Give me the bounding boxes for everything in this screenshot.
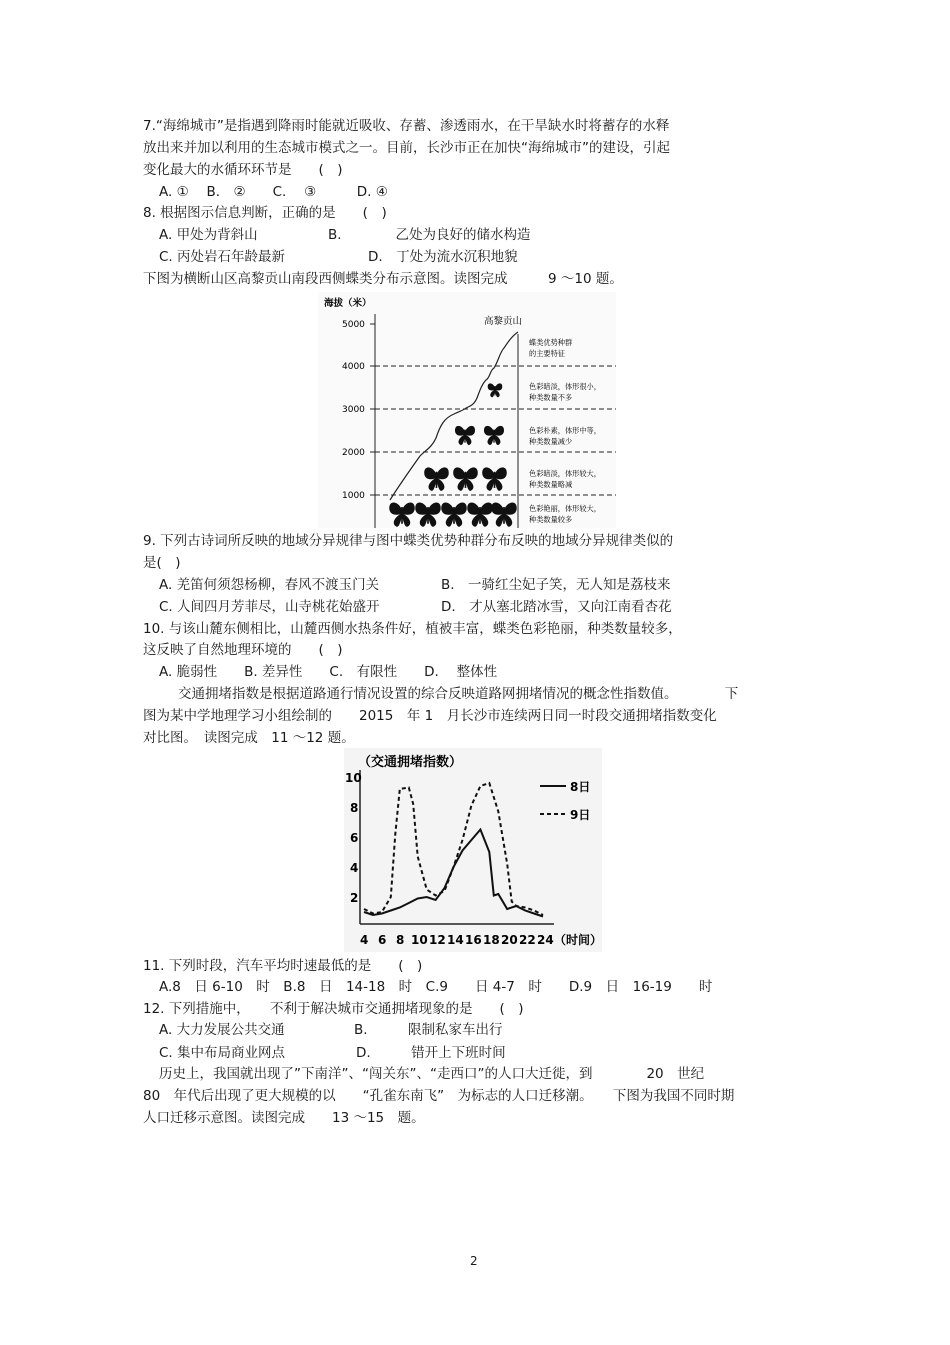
legend-9th: 9日 xyxy=(570,808,591,822)
legend-8th: 8日 xyxy=(570,780,591,794)
butterfly-icons-zone-3 xyxy=(424,467,507,490)
xtick-14: 14 xyxy=(447,933,464,947)
q9-option-c: C. 人间四月芳菲尽，山寺桃花始盛开 xyxy=(159,599,380,615)
q10-stem-line1: 10. 与该山麓东侧相比，山麓西侧水热条件好，植被丰富，蝶类色彩艳丽，种类数量较多， xyxy=(143,621,682,637)
intro-13-15-line3: 人口迁移示意图。读图完成 13 ～15 题。 xyxy=(143,1110,425,1126)
intro-13-15-line1: 历史上，我国就出现了”下南洋”、“闯关东”、“走西口”的人口大迁徙，到 20 世纪 xyxy=(159,1066,705,1082)
butterfly-icons-zone-1 xyxy=(488,383,503,397)
zone-2-desc-line2: 种类数量减少 xyxy=(529,437,573,446)
q7-stem-line1: 7.“海绵城市”是指遇到降雨时能就近吸收、存蓄、渗透雨水，在干旱缺水时将蓄存的水释 xyxy=(143,118,670,134)
intro-9-10: 下图为横断山区高黎贡山南段西侧蝶类分布示意图。读图完成 9 ～10 题。 xyxy=(143,271,623,287)
legend-title-line1: 蝶类优势种群 xyxy=(529,338,573,347)
tick-2000: 2000 xyxy=(342,448,365,458)
q12-stem: 12. 下列措施中， 不利于解决城市交通拥堵现象的是 ( ) xyxy=(143,1001,524,1017)
series-line-9th xyxy=(364,783,543,915)
zone-4-desc-line1: 色彩艳丽，体形较大， xyxy=(529,504,601,513)
xtick-12: 12 xyxy=(429,933,446,947)
ytick-6: 6 xyxy=(350,831,359,845)
zone-4-desc-line2: 种类数量较多 xyxy=(529,515,573,524)
q9-stem-line1: 9. 下列古诗词所反映的地域分异规律与图中蝶类优势种群分布反映的地域分异规律类似的 xyxy=(143,533,674,549)
q7-options: A. ① B. ② C. ③ D. ④ xyxy=(159,184,388,200)
zone-1-desc-line2: 种类数量不多 xyxy=(529,393,573,402)
series-line-8th xyxy=(364,830,543,917)
xtick-24: 24 xyxy=(537,933,554,947)
q10-stem-line2: 这反映了自然地理环境的 ( ) xyxy=(143,642,343,658)
q9-option-b: B. 一骑红尘妃子笑，无人知是荔枝来 xyxy=(441,577,671,593)
q12-option-d: D. 错开上下班时间 xyxy=(356,1045,506,1061)
q11-options: A.8 日 6-10 时 B.8 日 14-18 时 C.9 日 4-7 时 D.9 日 16-19 时 xyxy=(159,979,713,995)
tick-3000: 3000 xyxy=(342,405,365,415)
intro-11-12-line1: 交通拥堵指数是根据道路通行情况设置的综合反映道路网拥堵情况的概念性指数值。 下 xyxy=(178,686,739,702)
tick-5000: 5000 xyxy=(342,320,365,330)
butterfly-icons-zone-4 xyxy=(389,502,516,526)
x-axis-unit: （时间） xyxy=(554,933,602,947)
intro-11-12-line3: 对比图。 读图完成 11 ～12 题。 xyxy=(143,730,355,746)
butterfly-icons-zone-2 xyxy=(455,426,504,445)
ytick-4: 4 xyxy=(350,861,359,875)
intro-13-15-line2: 80 年代后出现了更大规模的以 “孔雀东南飞” 为标志的人口迁移潮。 下图为我国不同时期 xyxy=(143,1088,735,1104)
xtick-22: 22 xyxy=(519,933,536,947)
q9-stem-line2: 是( ) xyxy=(143,555,181,571)
q7-stem-line2: 放出来并加以利用的生态城市模式之一。目前，长沙市正在加快“海绵城市”的建设，引起 xyxy=(143,140,670,156)
xtick-6: 6 xyxy=(378,933,387,947)
ytick-8: 8 xyxy=(350,801,359,815)
legend-title-line2: 的主要特征 xyxy=(529,349,565,358)
q12-option-c: C. 集中布局商业网点 xyxy=(159,1045,286,1061)
q10-options: A. 脆弱性 B. 差异性 C. 有限性 D. 整体性 xyxy=(159,664,498,680)
xtick-16: 16 xyxy=(465,933,482,947)
tick-4000: 4000 xyxy=(342,362,365,372)
q8-option-d: D. 丁处为流水沉积地貌 xyxy=(368,249,518,265)
xtick-20: 20 xyxy=(501,933,518,947)
traffic-index-chart xyxy=(344,748,602,952)
q9-option-a: A. 羌笛何须怨杨柳，春风不渡玉门关 xyxy=(159,577,380,593)
xtick-8: 8 xyxy=(396,933,405,947)
intro-11-12-line2: 图为某中学地理学习小组绘制的 2015 年 1 月长沙市连续两日同一时段交通拥堵指数变化 xyxy=(143,708,717,724)
q8-option-b: B. 乙处为良好的储水构造 xyxy=(328,227,531,243)
chart-title: （交通拥堵指数） xyxy=(358,755,463,770)
q8-option-a: A. 甲处为背斜山 xyxy=(159,227,258,243)
q7-stem-line3: 变化最大的水循环环节是 ( ) xyxy=(143,162,343,178)
xtick-18: 18 xyxy=(483,933,500,947)
tick-1000: 1000 xyxy=(342,491,365,501)
butterfly-distribution-figure xyxy=(318,292,616,528)
ytick-10: 10 xyxy=(345,771,362,785)
q12-option-a: A. 大力发展公共交通 xyxy=(159,1022,285,1038)
xtick-10: 10 xyxy=(411,933,428,947)
zone-1-desc-line1: 色彩暗淡，体形很小， xyxy=(529,382,601,391)
page-number: 2 xyxy=(470,1254,478,1268)
xtick-4: 4 xyxy=(360,933,369,947)
zone-2-desc-line1: 色彩朴素，体形中等， xyxy=(529,426,601,435)
zone-3-desc-line2: 种类数量略减 xyxy=(529,480,573,489)
zone-3-desc-line1: 色彩暗淡，体形较大， xyxy=(529,469,601,478)
altitude-axis-label: 海拔（米） xyxy=(324,298,372,309)
q8-stem: 8. 根据图示信息判断，正确的是 ( ) xyxy=(143,205,387,221)
mountain-name: 高黎贡山 xyxy=(484,316,523,327)
q9-option-d: D. 才从塞北踏冰雪，又向江南看杏花 xyxy=(441,599,672,615)
ytick-2: 2 xyxy=(350,891,359,905)
q8-option-c: C. 丙处岩石年龄最新 xyxy=(159,249,286,265)
q11-stem: 11. 下列时段，汽车平均时速最低的是 ( ) xyxy=(143,958,423,974)
q12-option-b: B. 限制私家车出行 xyxy=(354,1022,503,1038)
